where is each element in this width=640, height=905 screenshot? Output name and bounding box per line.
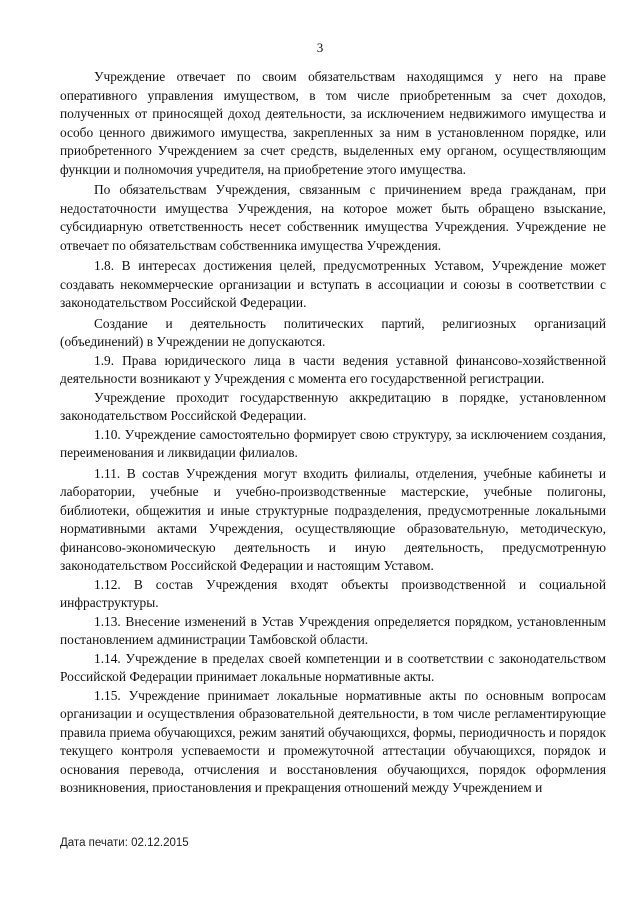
paragraph: 1.9. Права юридического лица в части ведения уставной финансово-хозяйственной деятельности возникают у Учреждения с момента его государственной регистрации. — [60, 352, 606, 386]
paragraph: По обязательствам Учреждения, связанным с причинением вреда гражданам, при недостаточности имущества Учреждения, на которое может быть обращено взыскание, субсидиарную ответственность несет собственник имущества Учреждения. Учреждение не отвечает по обязательствам собственника имущества Учреждения. — [60, 182, 606, 253]
paragraph: 1.14. Учреждение в пределах своей компетенции и в соответствии с законодательством Российской Федерации принимает локальные нормативные акты. — [60, 650, 606, 684]
paragraph: 1.12. В состав Учреждения входят объекты производственной и социальной инфраструктуры. — [60, 576, 606, 610]
paragraph: 1.10. Учреждение самостоятельно формирует свою структуру, за исключением создания, переименования и ликвидации филиалов. — [60, 426, 606, 460]
paragraph: Учреждение отвечает по своим обязательствам находящимся у него на праве оперативного управления имуществом, в том числе приобретенным за счет доходов, полученных от приносящей доход деятельности, за исключением недвижимого имущества и особо ценного движимого имущества, закрепленных за ним в установленном порядке, или приобретенного Учреждением за счет средств, выделенных ему органом, осуществляющим функции и полномочия учредителя, на приобретение этого имущества. — [60, 69, 606, 177]
paragraph: 1.11. В состав Учреждения могут входить филиалы, отделения, учебные кабинеты и лаборатории, учебные и учебно-производственные мастерские, учебные полигоны, библиотеки, общежития и иные структурные подразделения, предусмотренные локальными нормативными актами Учреждения, осуществляющие образовательную, методическую, финансово-экономическую деятельность и иную деятельность, предусмотренную законодательством Российской Федерации и настоящим Уставом. — [60, 465, 606, 573]
print-date-footer: Дата печати: 02.12.2015 — [60, 837, 189, 849]
paragraph: 1.8. В интересах достижения целей, предусмотренных Уставом, Учреждение может создавать некоммерческие организации и вступать в ассоциации и союзы в соответствии с законодательством Российской Федерации. — [60, 258, 606, 310]
paragraph: Учреждение проходит государственную аккредитацию в порядке, установленном законодательством Российской Федерации. — [60, 389, 606, 423]
paragraph: 1.15. Учреждение принимает локальные нормативные акты по основным вопросам организации и осуществления образовательной деятельности, в том числе регламентирующие правила приема обучающихся, режим занятий обучающихся, формы, периодичность и порядок текущего контроля успеваемости и промежуточной аттестации обучающихся, порядок и основания перевода, отчисления и восстановления обучающихся, порядок оформления возникновения, приостановления и прекращения отношений между Учреждением и — [60, 687, 606, 795]
document-body — [60, 68, 606, 798]
page-number: 3 — [316, 40, 324, 55]
paragraph: Создание и деятельность политических партий, религиозных организаций (объединений) в Учреждении не допускаются. — [60, 315, 606, 349]
paragraph: 1.13. Внесение изменений в Устав Учреждения определяется порядком, установленным постановлением администрации Тамбовской области. — [60, 613, 606, 647]
